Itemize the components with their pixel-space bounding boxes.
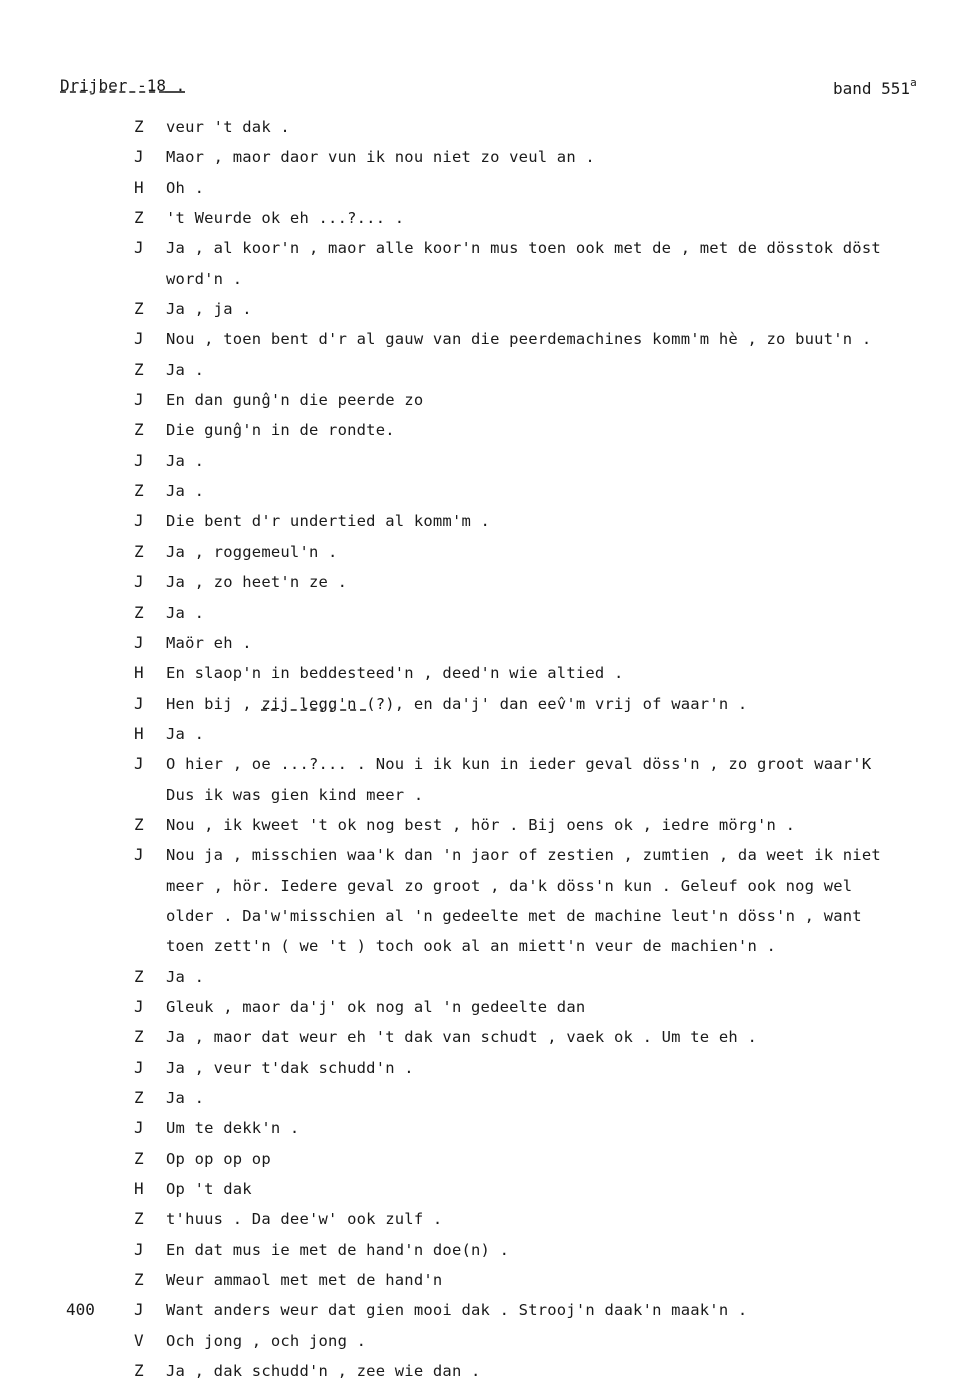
utterance-text (166, 689, 747, 719)
utterance-text: Die gunĝ'n in de rondte. (166, 421, 395, 440)
transcript-line (0, 658, 973, 688)
utterance-text: t'huus . Da dee'w' ook zulf . (166, 1210, 443, 1229)
utterance-text: word'n . (166, 269, 243, 288)
transcript-line (0, 810, 973, 840)
speaker-label: Z (134, 299, 144, 319)
utterance-text: Ja . (166, 451, 205, 470)
speaker-label: J (134, 147, 144, 167)
utterance-text: Gleuk , maor da'j' ok nog al 'n gedeelte dan (166, 997, 586, 1016)
transcript-line (0, 233, 973, 263)
utterance-text: Op 't dak (166, 1180, 252, 1199)
speaker-label: V (134, 1330, 144, 1350)
speaker-label: J (134, 845, 144, 865)
utterance-text: older . Da'w'misschien al 'n gedeelte met de machine leut'n döss'n , want (166, 906, 862, 925)
utterance-text: toen zett'n ( we 't ) toch ook al an miett'n veur de machien'n . (166, 937, 777, 956)
utterance-text: Ja , veur t'dak schudd'n . (166, 1058, 414, 1077)
transcript-line (0, 173, 973, 203)
utterance-text: Ja . (166, 603, 205, 622)
transcript-line (0, 142, 973, 172)
speaker-label: Z (134, 966, 144, 986)
transcript-line (0, 871, 973, 901)
utterance-text: Ja , al koor'n , maor alle koor'n mus toen ook met de , met de dösstok döst (166, 239, 881, 258)
transcript-line (0, 446, 973, 476)
speaker-label: J (134, 754, 144, 774)
transcript-line (0, 1326, 973, 1356)
line-number: 400 (66, 1300, 95, 1320)
speaker-label: J (134, 329, 144, 349)
transcript-line (0, 567, 973, 597)
transcript-line (0, 628, 973, 658)
speaker-label: J (134, 1118, 144, 1138)
utterance-text: Nou , toen bent d'r al gauw van die peerdemachines komm'm hè , zo buut'n . (166, 330, 872, 349)
transcript-line (0, 537, 973, 567)
utterance-text: Ja , zo heet'n ze . (166, 573, 348, 592)
speaker-label: Z (134, 1027, 144, 1047)
transcript-line (0, 689, 973, 719)
utterance-text: Maor , maor daor vun ik nou niet zo veul an . (166, 148, 595, 167)
transcript-line (0, 1144, 973, 1174)
utterance-text: veur 't dak . (166, 118, 290, 136)
transcript-line (0, 780, 973, 810)
utterance-text: Ja . (166, 967, 205, 986)
utterance-text: Ja , roggemeul'n . (166, 542, 338, 561)
speaker-label: H (134, 723, 144, 743)
speaker-label: H (134, 663, 144, 683)
transcript-line (0, 1265, 973, 1295)
speaker-label: Z (134, 814, 144, 834)
utterance-text: 't Weurde ok eh ...?... . (166, 209, 405, 228)
transcript-line (0, 1356, 973, 1386)
speaker-label: H (134, 1179, 144, 1199)
transcript-line (0, 992, 973, 1022)
utterance-text: Dus ik was gien kind meer . (166, 785, 424, 804)
transcript-line (0, 1053, 973, 1083)
utterance-text: Die bent d'r undertied al komm'm . (166, 512, 491, 531)
transcript-line (0, 385, 973, 415)
transcript-line (0, 749, 973, 779)
utterance-text: O hier , oe ...?... . Nou i ik kun in ieder geval döss'n , zo groot waar'K (166, 755, 872, 774)
utterance-text: Ja , maor dat weur eh 't dak van schudt , vaek ok . Um te eh . (166, 1028, 757, 1047)
utterance-text: meer , hör. Iedere geval zo groot , da'k döss'n kun . Geleuf ook nog wel (166, 876, 853, 895)
document-title (60, 76, 185, 95)
band-label (833, 76, 917, 98)
transcript-line (0, 476, 973, 506)
utterance-text: Nou ja , misschien waa'k dan 'n jaor of zestien , zumtien , da weet ik niet (166, 846, 881, 865)
speaker-label: J (134, 1300, 144, 1320)
speaker-label: Z (134, 1270, 144, 1290)
speaker-label: Z (134, 359, 144, 379)
transcript-line (0, 355, 973, 385)
utterance-underlined-part: zij legg'n (261, 694, 367, 713)
transcript-line (0, 506, 973, 536)
transcript-line (0, 931, 973, 961)
speaker-label: J (134, 693, 144, 713)
band-label-text: band 551 (833, 79, 911, 98)
speaker-label: Z (134, 541, 144, 561)
utterance-text: Weur ammaol met met de hand'n (166, 1271, 443, 1290)
utterance-text: Ja , ja . (166, 300, 252, 319)
transcript-line (0, 1295, 973, 1325)
utterance-text: Op op op op (166, 1149, 271, 1168)
transcript-line (0, 1174, 973, 1204)
utterance-text: Ja , dak schudd'n , zee wie dan . (166, 1362, 481, 1381)
speaker-label: J (134, 572, 144, 592)
transcript-line (0, 840, 973, 870)
utterance-text: Oh . (166, 178, 205, 197)
transcript-line (0, 1204, 973, 1234)
speaker-label: Z (134, 1209, 144, 1229)
transcript-line (0, 203, 973, 233)
transcript-line (0, 719, 973, 749)
speaker-label: Z (134, 602, 144, 622)
transcript-line (0, 1113, 973, 1143)
speaker-label: Z (134, 1361, 144, 1381)
speaker-label: Z (134, 1088, 144, 1107)
speaker-label: Z (134, 117, 144, 136)
utterance-text: Ja . (166, 482, 205, 501)
utterance-part: Hen bij , (166, 694, 262, 713)
speaker-label: Z (134, 208, 144, 228)
transcript-line (0, 112, 973, 142)
utterance-text: Nou , ik kweet 't ok nog best , hör . Bij oens ok , iedre mörg'n . (166, 815, 796, 834)
utterance-text: Um te dekk'n . (166, 1119, 300, 1138)
speaker-label: J (134, 390, 144, 410)
utterance-text: Ja . (166, 360, 205, 379)
utterance-text: Ja . (166, 724, 205, 743)
utterance-text: En dat mus ie met de hand'n doe(n) . (166, 1240, 510, 1259)
utterance-text: En dan gunĝ'n die peerde zo (166, 391, 424, 410)
speaker-label: J (134, 1057, 144, 1077)
speaker-label: J (134, 238, 144, 258)
transcript-line (0, 264, 973, 294)
speaker-label: J (134, 1239, 144, 1259)
utterance-text: Maör eh . (166, 633, 252, 652)
transcript-line (0, 294, 973, 324)
utterance-text: En slaop'n in beddesteed'n , deed'n wie altied . (166, 664, 624, 683)
document-title-suffix: . (175, 76, 186, 95)
utterance-text: Och jong , och jong . (166, 1331, 367, 1350)
transcript-line (0, 1235, 973, 1265)
speaker-label: Z (134, 420, 144, 440)
speaker-label: J (134, 996, 144, 1016)
transcript-line (0, 415, 973, 445)
speaker-label: J (134, 450, 144, 470)
utterance-text: Ja . (166, 1089, 205, 1107)
speaker-label: Z (134, 481, 144, 501)
transcript-lines (0, 112, 973, 1386)
transcript-line (0, 1022, 973, 1052)
band-label-superscript: a (910, 76, 917, 89)
transcript-line (0, 1083, 973, 1113)
transcript-line (0, 962, 973, 992)
transcript-line (0, 598, 973, 628)
speaker-label: J (134, 632, 144, 652)
transcript-line (0, 324, 973, 354)
speaker-label: H (134, 177, 144, 197)
document-title-text: Drijber -18 (60, 76, 166, 95)
utterance-text: Want anders weur dat gien mooi dak . Strooj'n daak'n maak'n . (166, 1301, 748, 1320)
speaker-label: Z (134, 1148, 144, 1168)
utterance-part: (?), en da'j' dan eev̂'m vrij of waar'n . (366, 694, 748, 713)
speaker-label: J (134, 511, 144, 531)
transcript-line (0, 901, 973, 931)
